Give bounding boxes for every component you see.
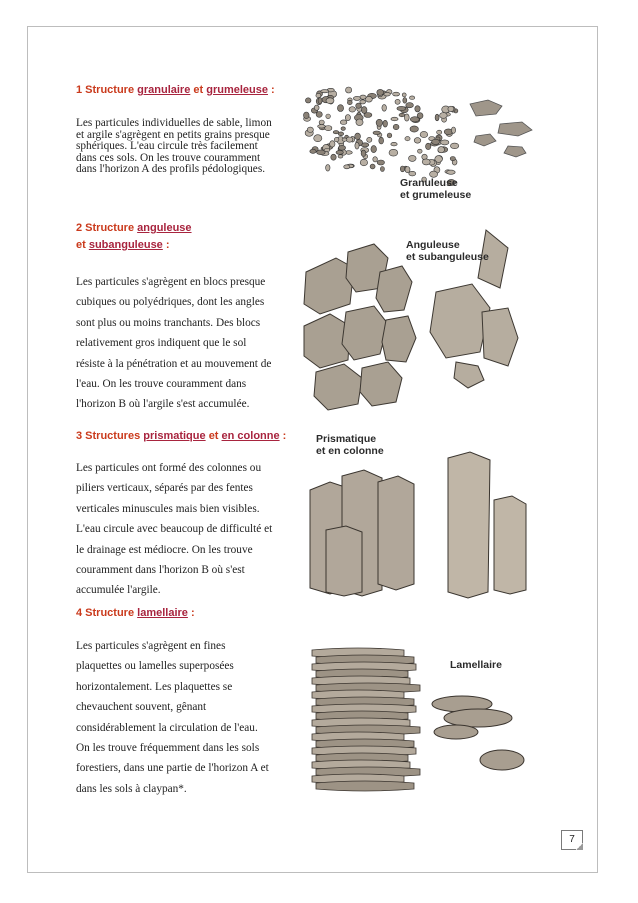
granule bbox=[325, 126, 332, 131]
loose-plates bbox=[432, 696, 524, 770]
granule bbox=[356, 119, 363, 126]
granule bbox=[448, 106, 454, 111]
prismatic-structure-illustration bbox=[298, 430, 548, 600]
crumb-aggregates bbox=[470, 100, 532, 157]
granule bbox=[420, 131, 428, 137]
section-3-paragraph: Les particules ont formé des colonnes ou piliers verticaux, séparés par des fentes verticales minuscules mais bien visibles. L'eau circule avec beaucoup de difficulté et le drainage est médiocre. On les trouve couramment dans l'horizon B où s'est accumulée l'argile. bbox=[76, 462, 273, 597]
term-grumeleuse: grumeleuse bbox=[206, 84, 268, 96]
term-lamellaire: lamellaire bbox=[137, 607, 188, 619]
granule bbox=[361, 107, 367, 114]
granule bbox=[316, 93, 321, 97]
granule bbox=[450, 157, 455, 161]
term-granulaire: granulaire bbox=[137, 84, 191, 96]
section-4-paragraph: Les particules s'agrègent en fines plaquettes ou lamelles superposées horizontalement. Les plaquettes se chevauchent souvent, gênant considérablement la circulation de l'eau. On les trouve fréquemment dans les sols forestiers, dans une partie de l'horizon A et dans les sols à claypan*. bbox=[76, 640, 269, 795]
granule bbox=[406, 103, 414, 108]
granule bbox=[435, 114, 439, 121]
platy-structure-illustration bbox=[306, 636, 536, 796]
granule bbox=[410, 96, 415, 100]
granule bbox=[371, 146, 377, 153]
granule bbox=[318, 125, 326, 128]
prism-columns bbox=[310, 470, 414, 596]
plate-stack bbox=[312, 648, 420, 791]
granule bbox=[402, 93, 406, 97]
granule bbox=[393, 92, 400, 96]
granule bbox=[422, 159, 430, 165]
granule bbox=[326, 114, 331, 119]
granule bbox=[366, 96, 373, 102]
term-subanguleuse: subanguleuse bbox=[88, 239, 163, 251]
granule bbox=[318, 98, 322, 104]
term-en-colonne: en colonne bbox=[221, 430, 280, 442]
granule bbox=[415, 106, 420, 112]
granule bbox=[319, 120, 324, 125]
granule bbox=[344, 165, 350, 169]
figure-3-label-line1: Prismatique bbox=[316, 433, 377, 445]
granule bbox=[403, 98, 407, 104]
granule bbox=[387, 133, 392, 138]
granule bbox=[410, 126, 418, 132]
section-3-heading: 3 Structures prismatique et en colonne : bbox=[76, 430, 287, 442]
granule bbox=[314, 105, 319, 110]
granule bbox=[440, 113, 448, 119]
granule bbox=[355, 142, 359, 149]
term-anguleuse: anguleuse bbox=[137, 222, 192, 234]
granule bbox=[410, 117, 419, 122]
granule bbox=[451, 127, 455, 133]
granule bbox=[377, 160, 384, 165]
granule bbox=[341, 127, 345, 131]
granule bbox=[370, 164, 375, 169]
granule bbox=[380, 167, 384, 172]
granule bbox=[391, 117, 398, 121]
granule bbox=[395, 99, 400, 104]
figure-1-label-line2: et grumeleuse bbox=[400, 189, 472, 201]
section-2-paragraph: Les particules s'agrègent en blocs presque cubiques ou polyédriques, dont les angles sont plus ou moins tranchants. Des blocs relativement gros indiquent que le sol résiste à la pénétration et au mouvement de l'eau. On les trouve couramment dans l'horizon B où l'argile s'est accumulée. bbox=[76, 276, 272, 411]
granule bbox=[361, 150, 366, 156]
granule bbox=[379, 137, 384, 144]
granule bbox=[405, 137, 410, 141]
page-number: 7 bbox=[561, 830, 583, 850]
granule bbox=[377, 89, 384, 95]
granule bbox=[347, 100, 352, 104]
granule bbox=[321, 90, 329, 93]
granule bbox=[305, 98, 311, 103]
granule bbox=[356, 103, 362, 108]
section-1-heading: 1 Structure granulaire et grumeleuse : bbox=[76, 84, 275, 96]
stacked-plate bbox=[316, 781, 414, 791]
granule bbox=[304, 112, 310, 119]
granule bbox=[326, 98, 334, 104]
granule bbox=[376, 119, 382, 126]
granule bbox=[349, 107, 356, 112]
granule bbox=[340, 120, 347, 125]
section-4-heading: 4 Structure lamellaire : bbox=[76, 607, 195, 619]
granule bbox=[391, 142, 397, 146]
granule bbox=[338, 145, 345, 150]
angular-block-stack bbox=[304, 244, 416, 410]
granule bbox=[346, 87, 352, 93]
granule bbox=[414, 138, 421, 144]
granule bbox=[426, 143, 431, 149]
figure-1-label-line1: Granuleuse bbox=[400, 177, 458, 189]
granule bbox=[330, 141, 335, 147]
granule bbox=[393, 124, 399, 129]
section-2-heading: 2 Structure anguleuse bbox=[76, 222, 192, 234]
granule bbox=[418, 149, 423, 153]
granule bbox=[355, 133, 361, 140]
granule bbox=[314, 135, 322, 142]
granule bbox=[326, 165, 330, 172]
granule bbox=[404, 114, 409, 121]
granule bbox=[432, 139, 440, 144]
granule bbox=[367, 137, 372, 142]
granule bbox=[450, 143, 458, 149]
granule bbox=[383, 120, 388, 127]
granule bbox=[397, 106, 406, 110]
granule bbox=[382, 105, 387, 112]
figure-3-label-line2: et en colonne bbox=[316, 445, 384, 457]
granule bbox=[333, 131, 339, 134]
granule bbox=[324, 149, 330, 152]
granule bbox=[360, 100, 366, 104]
granule bbox=[409, 155, 417, 161]
granule bbox=[441, 140, 449, 145]
granule bbox=[405, 167, 410, 173]
granule bbox=[400, 166, 404, 172]
granule bbox=[331, 154, 336, 160]
angular-structure-illustration bbox=[296, 222, 546, 422]
granule bbox=[373, 131, 380, 135]
section-2-heading-line2: et subanguleuse : bbox=[76, 239, 170, 251]
granule bbox=[334, 137, 339, 141]
granule bbox=[438, 147, 445, 153]
granule bbox=[447, 170, 456, 174]
granular-structure-illustration bbox=[300, 84, 540, 214]
column-pillars bbox=[448, 452, 526, 598]
granule bbox=[342, 138, 347, 141]
granule bbox=[345, 115, 350, 121]
granule bbox=[437, 130, 442, 134]
figure-2-label-line1: Anguleuse bbox=[406, 239, 460, 251]
granule bbox=[384, 92, 390, 96]
granule bbox=[337, 105, 343, 112]
granule bbox=[389, 149, 398, 156]
granule-cluster bbox=[304, 87, 459, 186]
granule bbox=[373, 157, 378, 162]
granule bbox=[409, 171, 416, 176]
section-1-paragraph: Les particules individuelles de sable, limon et argile s'agrègent en petits grains presque sphériques. L'eau circule très facilement dans ces sols. On les trouve couramment dans l'horizon A des profils pédologiques. bbox=[76, 117, 272, 175]
granule bbox=[360, 159, 367, 166]
granule bbox=[435, 156, 443, 163]
figure-2-label-line2: et subanguleuse bbox=[406, 251, 489, 263]
granule bbox=[307, 127, 313, 132]
granule bbox=[310, 149, 316, 153]
term-prismatique: prismatique bbox=[143, 430, 206, 442]
granule bbox=[353, 96, 360, 100]
granule bbox=[399, 113, 405, 117]
granule bbox=[336, 150, 343, 154]
figure-4-label: Lamellaire bbox=[450, 659, 502, 671]
